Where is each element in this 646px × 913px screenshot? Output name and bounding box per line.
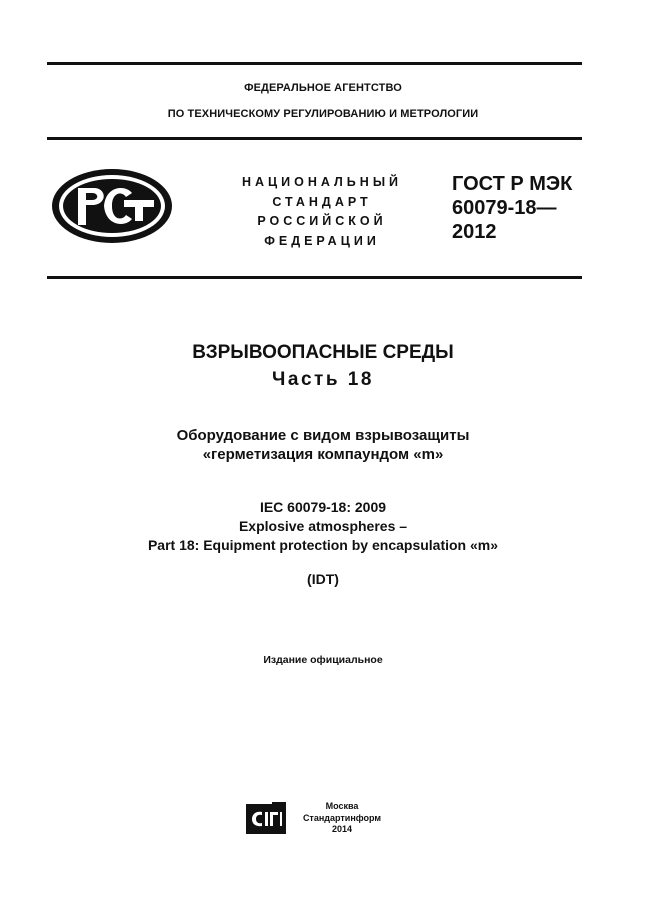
edition-label: Издание официальное	[263, 654, 383, 666]
iec-number: IEC 60079-18: 2009	[259, 499, 387, 515]
document-part: Часть 18	[272, 369, 374, 390]
designation-line-2: 60079-18—	[452, 197, 557, 219]
iec-title-line-2: Part 18: Equipment protection by encapsulation «m»	[147, 537, 499, 553]
document-title: ВЗРЫВООПАСНЫЕ СРЕДЫ	[192, 342, 454, 363]
standard-type-line-4: ФЕДЕРАЦИИ	[264, 233, 380, 248]
identity-degree: (IDT)	[307, 571, 339, 587]
publisher-name: Стандартинформ	[302, 812, 382, 823]
section-rule	[47, 276, 582, 279]
top-rule	[47, 62, 582, 65]
header-rule	[47, 137, 582, 140]
standard-type-block	[222, 173, 422, 251]
designation-line-1: ГОСТ Р МЭК	[452, 173, 573, 195]
publisher-year: 2014	[331, 824, 353, 834]
standard-designation	[452, 172, 572, 244]
iec-title-line-1: Explosive atmospheres –	[238, 518, 408, 534]
designation-line-3: 2012	[452, 221, 497, 243]
agency-line-1: ФЕДЕРАЛЬНОЕ АГЕНТСТВО	[244, 82, 402, 94]
gost-r-logo	[50, 167, 174, 245]
subtitle-line-2: «герметизация компаундом «m»	[202, 446, 444, 463]
agency-line-2: ПО ТЕХНИЧЕСКОМУ РЕГУЛИРОВАНИЮ И МЕТРОЛОГИИ	[167, 108, 479, 120]
subtitle-line-1: Оборудование с видом взрывозащиты	[176, 427, 470, 444]
standard-type-line-2: СТАНДАРТ	[272, 194, 372, 209]
standard-type-line-3: РОССИЙСКОЙ	[257, 214, 387, 228]
standard-type-line-1: НАЦИОНАЛЬНЫЙ	[241, 175, 403, 189]
publisher-city: Москва	[325, 801, 359, 811]
publisher-block	[292, 801, 392, 836]
publisher-logo	[246, 802, 286, 834]
